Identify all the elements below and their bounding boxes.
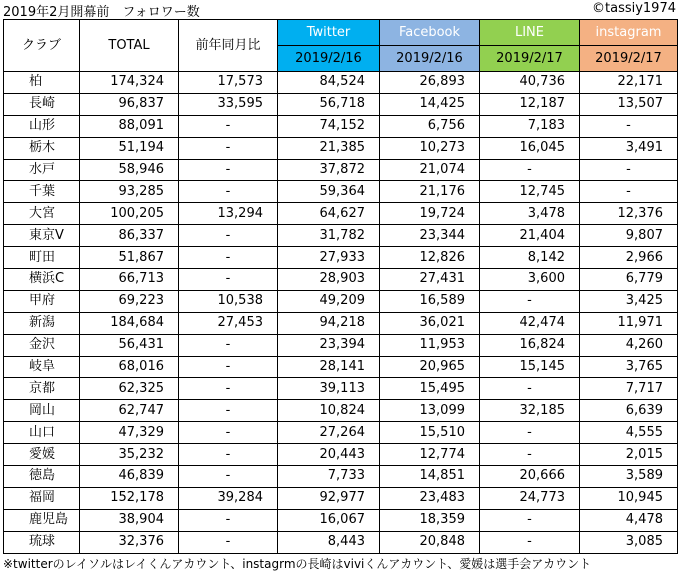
cell-total: 62,747 [80, 400, 179, 422]
table-row [4, 72, 678, 94]
cell-line: 3,600 [480, 269, 580, 291]
cell-twitter: 64,627 [278, 203, 380, 225]
cell-line: 42,474 [480, 312, 580, 334]
cell-twitter: 28,141 [278, 356, 380, 378]
cell-line: - [480, 290, 580, 312]
table-row [4, 487, 678, 509]
cell-instagram: 3,765 [580, 356, 678, 378]
cell-instagram: 9,807 [580, 225, 678, 247]
cell-line: - [480, 159, 580, 181]
table-row [4, 159, 678, 181]
follower-table [3, 19, 678, 554]
cell-club: 山口 [4, 422, 80, 444]
cell-line: 12,187 [480, 93, 580, 115]
cell-club: 琉球 [4, 531, 80, 553]
cell-total: 38,904 [80, 509, 179, 531]
cell-total: 69,223 [80, 290, 179, 312]
cell-yoy: - [179, 269, 278, 291]
cell-line: 8,142 [480, 247, 580, 269]
cell-instagram: 11,971 [580, 312, 678, 334]
cell-club: 岐阜 [4, 356, 80, 378]
header-facebook-date: 2019/2/16 [380, 46, 480, 72]
cell-facebook: 12,774 [380, 444, 480, 466]
cell-club: 福岡 [4, 487, 80, 509]
cell-twitter: 49,209 [278, 290, 380, 312]
cell-facebook: 21,074 [380, 159, 480, 181]
cell-facebook: 13,099 [380, 400, 480, 422]
table-row [4, 378, 678, 400]
header-instagram: instagram [580, 20, 678, 46]
cell-line: 7,183 [480, 115, 580, 137]
cell-facebook: 20,848 [380, 531, 480, 553]
cell-instagram: - [580, 181, 678, 203]
cell-twitter: 21,385 [278, 137, 380, 159]
header-twitter: Twitter [278, 20, 380, 46]
table-row [4, 444, 678, 466]
cell-twitter: 28,903 [278, 269, 380, 291]
cell-instagram: 3,589 [580, 466, 678, 488]
table-row [4, 312, 678, 334]
cell-twitter: 23,394 [278, 334, 380, 356]
cell-instagram: 12,376 [580, 203, 678, 225]
cell-yoy: - [179, 509, 278, 531]
cell-instagram: - [580, 159, 678, 181]
cell-club: 京都 [4, 378, 80, 400]
cell-instagram: 6,639 [580, 400, 678, 422]
cell-facebook: 36,021 [380, 312, 480, 334]
cell-yoy: 33,595 [179, 93, 278, 115]
cell-club: 岡山 [4, 400, 80, 422]
cell-twitter: 16,067 [278, 509, 380, 531]
cell-line: - [480, 444, 580, 466]
cell-total: 66,713 [80, 269, 179, 291]
table-row [4, 290, 678, 312]
page-title: 2019年2月開幕前 フォロワー数 [3, 5, 200, 20]
cell-yoy: - [179, 378, 278, 400]
cell-twitter: 10,824 [278, 400, 380, 422]
cell-total: 51,194 [80, 137, 179, 159]
cell-instagram: 7,717 [580, 378, 678, 400]
cell-total: 88,091 [80, 115, 179, 137]
cell-facebook: 20,965 [380, 356, 480, 378]
cell-facebook: 23,344 [380, 225, 480, 247]
cell-line: 20,666 [480, 466, 580, 488]
cell-total: 32,376 [80, 531, 179, 553]
cell-twitter: 56,718 [278, 93, 380, 115]
cell-facebook: 19,724 [380, 203, 480, 225]
cell-club: 東京V [4, 225, 80, 247]
header-line: LINE [480, 20, 580, 46]
footnote: ※twitterのレイソルはレイくんアカウント、instagrmの長崎はviviくんアカウント、愛媛は選手会アカウント [3, 557, 592, 571]
cell-twitter: 20,443 [278, 444, 380, 466]
table-row [4, 247, 678, 269]
header-total: TOTAL [80, 20, 179, 72]
table-row [4, 93, 678, 115]
cell-line: 24,773 [480, 487, 580, 509]
cell-instagram: 4,555 [580, 422, 678, 444]
cell-total: 35,232 [80, 444, 179, 466]
cell-facebook: 15,510 [380, 422, 480, 444]
cell-line: 21,404 [480, 225, 580, 247]
cell-yoy: - [179, 400, 278, 422]
table-row [4, 422, 678, 444]
table-row [4, 334, 678, 356]
cell-twitter: 37,872 [278, 159, 380, 181]
cell-total: 93,285 [80, 181, 179, 203]
cell-total: 96,837 [80, 93, 179, 115]
cell-line: 16,824 [480, 334, 580, 356]
cell-facebook: 16,589 [380, 290, 480, 312]
cell-club: 金沢 [4, 334, 80, 356]
cell-instagram: 2,966 [580, 247, 678, 269]
cell-instagram: 3,085 [580, 531, 678, 553]
cell-twitter: 27,933 [278, 247, 380, 269]
cell-facebook: 27,431 [380, 269, 480, 291]
cell-club: 甲府 [4, 290, 80, 312]
table-row [4, 181, 678, 203]
cell-instagram: 3,491 [580, 137, 678, 159]
cell-facebook: 14,425 [380, 93, 480, 115]
cell-facebook: 15,495 [380, 378, 480, 400]
cell-club: 横浜C [4, 269, 80, 291]
cell-instagram: 10,945 [580, 487, 678, 509]
table-row [4, 466, 678, 488]
cell-yoy: 27,453 [179, 312, 278, 334]
table-row [4, 269, 678, 291]
credit-text: ©tassiy1974 [592, 1, 676, 16]
cell-instagram: 2,015 [580, 444, 678, 466]
cell-twitter: 92,977 [278, 487, 380, 509]
cell-line: 40,736 [480, 72, 580, 94]
table-row [4, 203, 678, 225]
cell-twitter: 8,443 [278, 531, 380, 553]
cell-total: 68,016 [80, 356, 179, 378]
cell-instagram: 22,171 [580, 72, 678, 94]
cell-twitter: 7,733 [278, 466, 380, 488]
cell-yoy: 17,573 [179, 72, 278, 94]
cell-line: 32,185 [480, 400, 580, 422]
header-twitter-date: 2019/2/16 [278, 46, 380, 72]
cell-club: 鹿児島 [4, 509, 80, 531]
cell-total: 62,325 [80, 378, 179, 400]
cell-instagram: 4,478 [580, 509, 678, 531]
table-row [4, 115, 678, 137]
table-row [4, 400, 678, 422]
cell-line: 12,745 [480, 181, 580, 203]
cell-yoy: - [179, 247, 278, 269]
cell-line: 16,045 [480, 137, 580, 159]
table-row [4, 225, 678, 247]
cell-yoy: - [179, 159, 278, 181]
header-yoy: 前年同月比 [179, 20, 278, 72]
header-club: クラブ [4, 20, 80, 72]
cell-club: 大宮 [4, 203, 80, 225]
cell-facebook: 11,953 [380, 334, 480, 356]
cell-yoy: - [179, 115, 278, 137]
cell-twitter: 84,524 [278, 72, 380, 94]
cell-club: 柏 [4, 72, 80, 94]
cell-club: 町田 [4, 247, 80, 269]
cell-total: 174,324 [80, 72, 179, 94]
cell-total: 46,839 [80, 466, 179, 488]
cell-yoy: - [179, 137, 278, 159]
cell-facebook: 26,893 [380, 72, 480, 94]
cell-facebook: 14,851 [380, 466, 480, 488]
cell-total: 58,946 [80, 159, 179, 181]
cell-twitter: 27,264 [278, 422, 380, 444]
cell-yoy: - [179, 422, 278, 444]
cell-yoy: - [179, 531, 278, 553]
cell-total: 56,431 [80, 334, 179, 356]
cell-club: 長崎 [4, 93, 80, 115]
header-instagram-date: 2019/2/17 [580, 46, 678, 72]
cell-facebook: 12,826 [380, 247, 480, 269]
cell-yoy: 39,284 [179, 487, 278, 509]
cell-total: 51,867 [80, 247, 179, 269]
cell-club: 水戸 [4, 159, 80, 181]
cell-facebook: 10,273 [380, 137, 480, 159]
cell-facebook: 21,176 [380, 181, 480, 203]
cell-yoy: 10,538 [179, 290, 278, 312]
cell-total: 86,337 [80, 225, 179, 247]
cell-yoy: - [179, 225, 278, 247]
cell-club: 徳島 [4, 466, 80, 488]
table-row [4, 509, 678, 531]
cell-twitter: 94,218 [278, 312, 380, 334]
cell-twitter: 31,782 [278, 225, 380, 247]
cell-line: - [480, 531, 580, 553]
table-row [4, 356, 678, 378]
cell-twitter: 74,152 [278, 115, 380, 137]
table-row [4, 531, 678, 553]
cell-facebook: 18,359 [380, 509, 480, 531]
cell-instagram: 13,507 [580, 93, 678, 115]
cell-line: 3,478 [480, 203, 580, 225]
cell-total: 152,178 [80, 487, 179, 509]
cell-total: 100,205 [80, 203, 179, 225]
cell-instagram: - [580, 115, 678, 137]
cell-twitter: 39,113 [278, 378, 380, 400]
cell-yoy: - [179, 444, 278, 466]
cell-twitter: 59,364 [278, 181, 380, 203]
cell-line: - [480, 422, 580, 444]
cell-yoy: - [179, 356, 278, 378]
cell-instagram: 3,425 [580, 290, 678, 312]
cell-facebook: 23,483 [380, 487, 480, 509]
cell-line: - [480, 378, 580, 400]
cell-club: 千葉 [4, 181, 80, 203]
header-facebook: Facebook [380, 20, 480, 46]
cell-club: 愛媛 [4, 444, 80, 466]
table-row [4, 137, 678, 159]
cell-facebook: 6,756 [380, 115, 480, 137]
cell-club: 新潟 [4, 312, 80, 334]
cell-total: 47,329 [80, 422, 179, 444]
cell-yoy: - [179, 181, 278, 203]
cell-club: 山形 [4, 115, 80, 137]
cell-instagram: 4,260 [580, 334, 678, 356]
cell-yoy: 13,294 [179, 203, 278, 225]
cell-instagram: 6,779 [580, 269, 678, 291]
cell-yoy: - [179, 334, 278, 356]
cell-line: - [480, 509, 580, 531]
cell-yoy: - [179, 466, 278, 488]
cell-total: 184,684 [80, 312, 179, 334]
cell-club: 栃木 [4, 137, 80, 159]
cell-line: 15,145 [480, 356, 580, 378]
header-line-date: 2019/2/17 [480, 46, 580, 72]
